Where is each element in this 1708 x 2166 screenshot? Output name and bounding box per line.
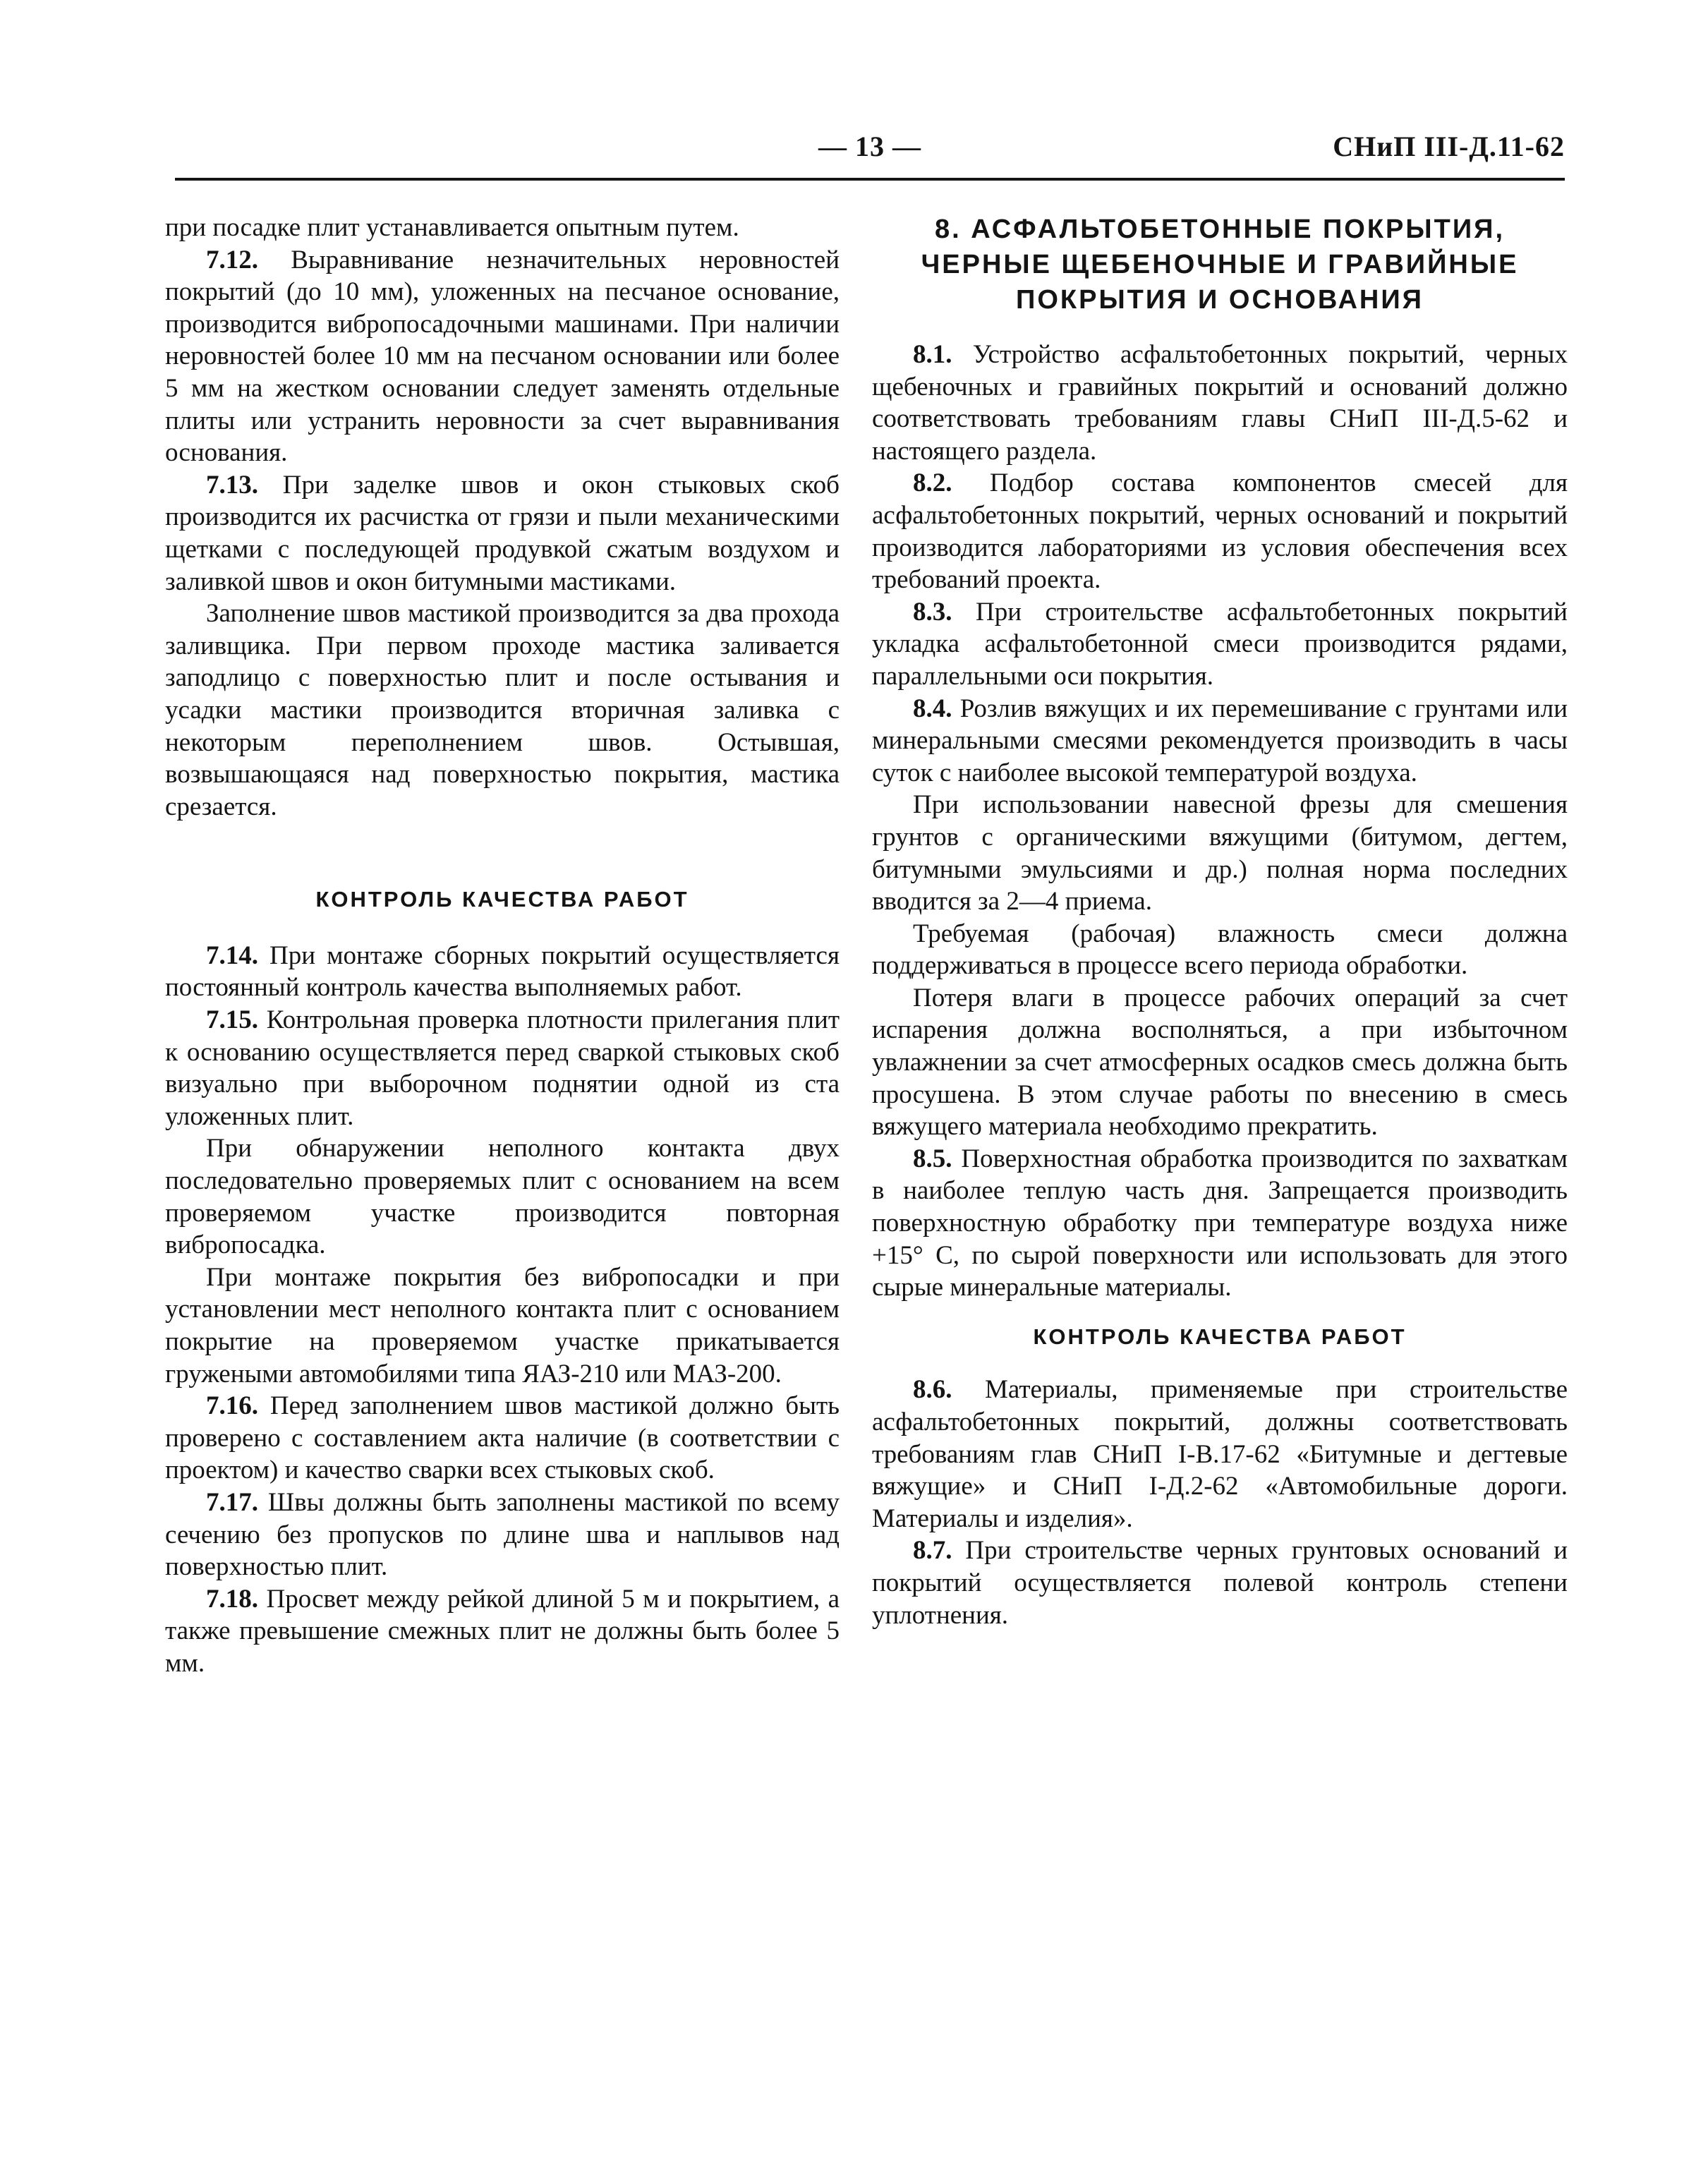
clause-number: 8.6. <box>913 1375 952 1405</box>
clause-number: 8.3. <box>913 597 952 627</box>
clause-number: 8.2. <box>913 468 952 498</box>
paragraph-7-14 <box>165 940 840 1004</box>
clause-text: Материалы, применяемые при строительстве асфальтобетонных покрытий, должны соответствовать требованиям глав СНиП I-В.17-62 «Битумные и дегтевые вяжущие» и СНиП I-Д.2-62 «Автомобильные дороги. Материалы и изделия». <box>872 1375 1568 1533</box>
header-rule <box>175 178 1565 181</box>
clause-number: 7.16. <box>206 1391 258 1421</box>
clause-text: При заделке швов и окон стыковых скоб производится их расчистка от грязи и пыли механическими щетками с последующей продувкой сжатым воздухом и заливкой швов и окон битумными мастиками. <box>165 470 840 596</box>
paragraph: При использовании навесной фрезы для смешения грунтов с органическими вяжущими (битумом, дегтем, битумными эмульсиями и др.) полная норма последних вводится за 2—4 приема. <box>872 790 1568 916</box>
clause-number: 7.12. <box>206 245 258 274</box>
clause-number: 7.13. <box>206 470 258 500</box>
paragraph-8-4 <box>872 693 1568 789</box>
paragraph-8-6 <box>872 1374 1568 1535</box>
clause-text: Выравнивание незначительных неровностей покрытий (до 10 мм), уложенных на песчаное основание, производится вибропосадочными машинами. При наличии неровностей более 10 мм на песчаном основании или более 5 мм на жестком основании следует заменять отдельные плиты или устранить неровности за счет выравнивания основания. <box>165 245 840 468</box>
clause-number: 8.4. <box>913 694 952 723</box>
clause-text: Перед заполнением швов мастикой должно быть проверено с составлением акта наличие (в соответствии с проектом) и качество сварки всех стыковых скоб. <box>165 1391 840 1485</box>
clause-number: 7.15. <box>206 1005 258 1035</box>
clause-number: 7.14. <box>206 940 258 970</box>
paragraph: Требуемая (рабочая) влажность смеси должна поддерживаться в процессе всего периода обработки. <box>872 919 1568 981</box>
clause-text: При монтаже сборных покрытий осуществляется постоянный контроль качества выполняемых работ. <box>165 940 840 1003</box>
subheading-quality-control: КОНТРОЛЬ КАЧЕСТВА РАБОТ <box>315 887 689 912</box>
paragraph-8-7 <box>872 1535 1568 1631</box>
clause-number: 8.5. <box>913 1144 952 1173</box>
clause-text: Швы должны быть заполнены мастикой по всему сечению без пропусков по длине шва и наплывов над поверхностью плит. <box>165 1487 840 1582</box>
clause-text: Контрольная проверка плотности прилегания плит к основанию осуществляется перед сваркой стыковых скоб визуально при выборочном поднятии одной из ста уложенных плит. <box>165 1005 840 1131</box>
clause-number: 8.1. <box>913 340 952 369</box>
subheading-quality-control: КОНТРОЛЬ КАЧЕСТВА РАБОТ <box>1033 1324 1407 1349</box>
clause-text: Поверхностная обработка производится по захваткам в наиболее теплую часть дня. Запрещается производить поверхностную обработку при температуре воздуха ниже +15° С, по сырой поверхности или использовать для этого сырые минеральные материалы. <box>872 1144 1568 1302</box>
paragraph-7-12 <box>165 244 840 469</box>
clause-number: 7.17. <box>206 1487 258 1517</box>
left-column <box>165 212 840 1680</box>
paragraph: Потеря влаги в процессе рабочих операций за счет испарения должна восполняться, а при избыточном увлажнении за счет атмосферных осадков смесь должна быть просушена. В этом случае работы по внесению в смесь вяжущего материала необходимо прекратить. <box>872 983 1568 1142</box>
paragraph: При обнаружении неполного контакта двух последовательно проверяемых плит с основанием на всем проверяемом участке производится повторная вибропосадка. <box>165 1134 840 1260</box>
paragraph-8-3 <box>872 596 1568 693</box>
page-header <box>175 130 1565 176</box>
paragraph-7-18 <box>165 1583 840 1680</box>
document-code: СНиП III-Д.11-62 <box>1333 131 1565 162</box>
clause-text: Розлив вяжущих и их перемешивание с грунтами или минеральными смесями рекомендуется производить в часы суток с наиболее высокой температурой воздуха. <box>872 694 1568 787</box>
paragraph: Заполнение швов мастикой производится за два прохода заливщика. При первом проходе мастика заливается заподлицо с поверхностью плит и после остывания и усадки мастики производится вторичная заливка с некоторым переполнением швов. Остывшая, возвышающаяся над поверхностью покрытия, мастика срезается. <box>165 599 840 821</box>
paragraph-8-5 <box>872 1143 1568 1304</box>
paragraph: при посадке плит устанавливается опытным путем. <box>165 213 739 242</box>
paragraph-8-1 <box>872 339 1568 467</box>
clause-text: Устройство асфальтобетонных покрытий, черных щебеночных и гравийных покрытий и оснований должно соответствовать требованиям главы СНиП III-Д.5-62 и настоящего раздела. <box>872 340 1568 466</box>
paragraph-7-16 <box>165 1390 840 1487</box>
clause-text: При строительстве черных грунтовых оснований и покрытий осуществляется полевой контроль степени уплотнения. <box>872 1536 1568 1630</box>
clause-text: Подбор состава компонентов смесей для асфальтобетонных покрытий, черных оснований и покрытий производится лабораториями из условия обеспечения всех требований проекта. <box>872 468 1568 595</box>
paragraph: При монтаже покрытия без вибропосадки и при установлении мест неполного контакта плит с основанием покрытие на проверяемом участке прикатывается гружеными автомобилями типа ЯАЗ-210 или МАЗ-200. <box>165 1262 840 1388</box>
clause-number: 8.7. <box>913 1536 952 1566</box>
paragraph-7-17 <box>165 1487 840 1583</box>
clause-number: 7.18. <box>206 1584 258 1614</box>
clause-text: Просвет между рейкой длиной 5 м и покрытием, а также превышение смежных плит не должны быть более 5 мм. <box>165 1584 840 1678</box>
paragraph-7-13 <box>165 469 840 598</box>
page-number: — 13 — <box>818 131 921 162</box>
paragraph-8-2 <box>872 467 1568 595</box>
clause-text: При строительстве асфальтобетонных покрытий укладка асфальтобетонной смеси производится рядами, параллельными оси покрытия. <box>872 597 1568 691</box>
right-column <box>872 212 1568 1631</box>
section-title: 8. АСФАЛЬТОБЕТОННЫЕ ПОКРЫТИЯ, ЧЕРНЫЕ ЩЕБЕНОЧНЫЕ И ГРАВИЙНЫЕ ПОКРЫТИЯ И ОСНОВАНИЯ <box>921 214 1519 315</box>
paragraph-7-15 <box>165 1004 840 1132</box>
